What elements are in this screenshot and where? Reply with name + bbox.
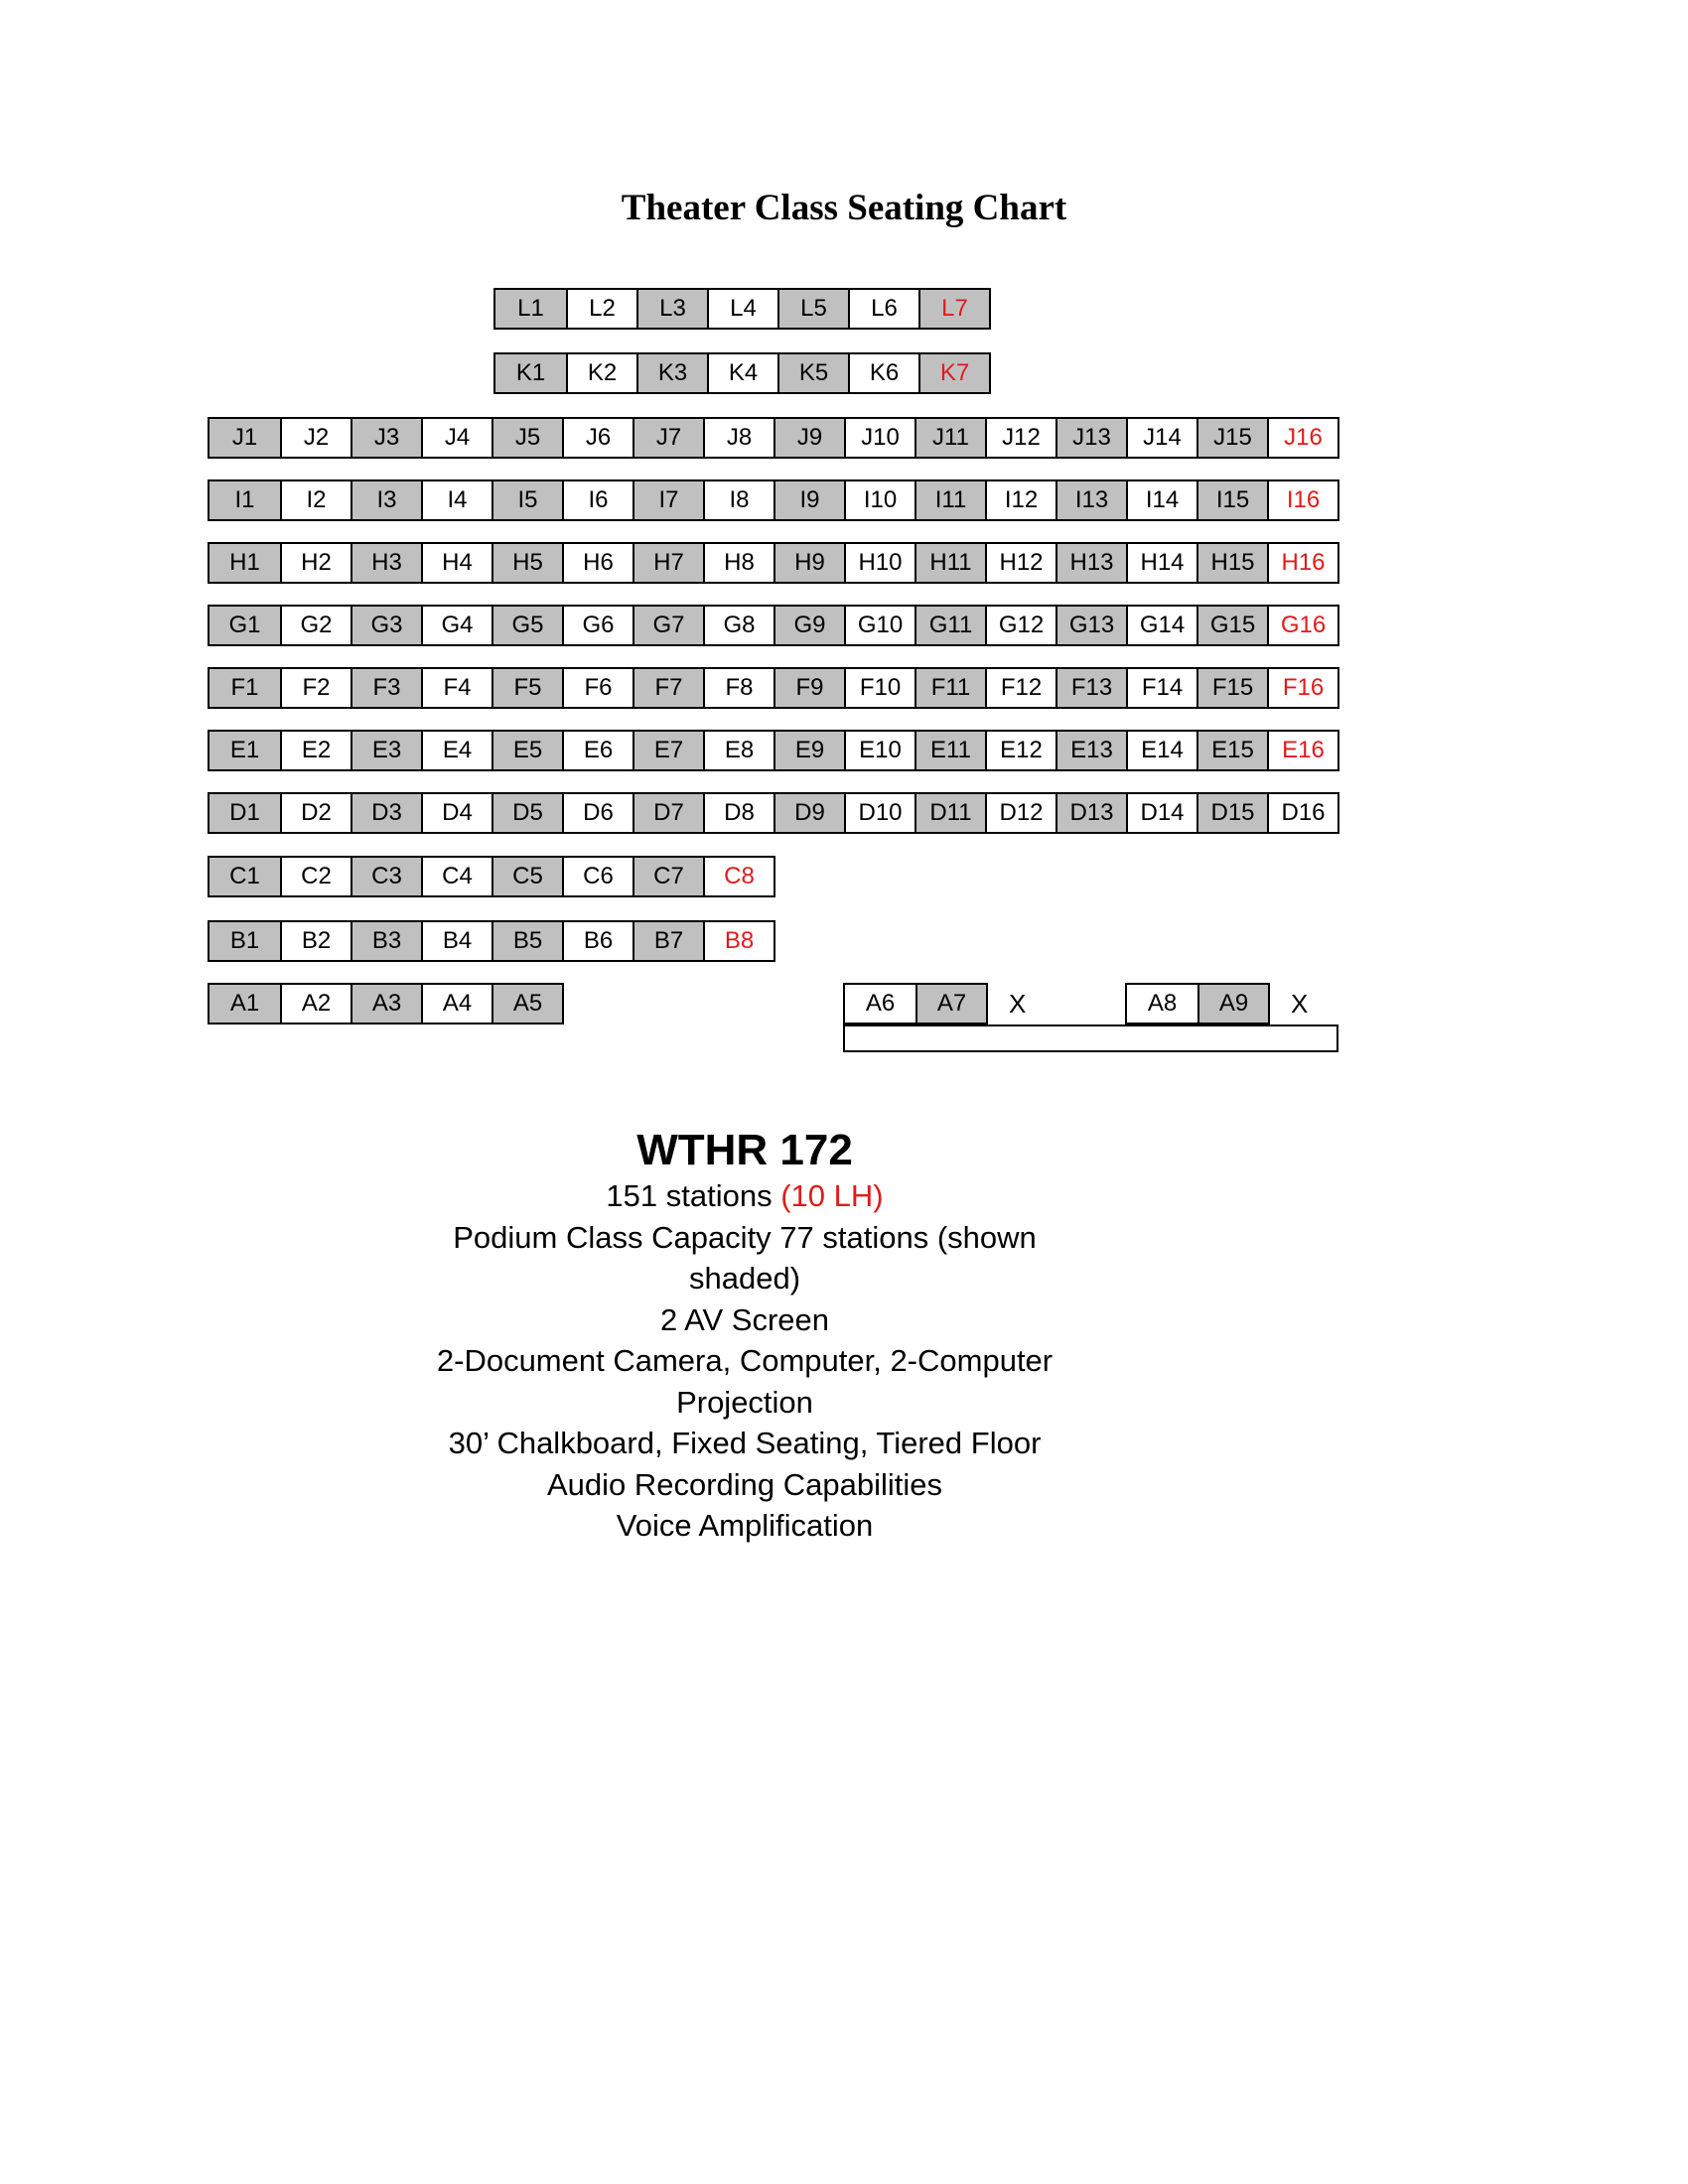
seat-g14: G14 xyxy=(1126,607,1196,644)
seat-row-f xyxy=(208,667,1339,709)
seat-d10: D10 xyxy=(844,794,914,832)
info-line-voice: Voice Amplification xyxy=(616,1508,874,1543)
seat-k5: K5 xyxy=(777,354,848,392)
seat-b7: B7 xyxy=(633,922,703,960)
seat-i3: I3 xyxy=(351,481,421,519)
seat-d1: D1 xyxy=(210,794,280,832)
seat-f6: F6 xyxy=(562,669,633,707)
seat-h2: H2 xyxy=(280,544,351,582)
seat-c3: C3 xyxy=(351,858,421,895)
seat-row-l xyxy=(493,288,991,330)
seat-k6: K6 xyxy=(848,354,918,392)
seat-j12: J12 xyxy=(985,419,1055,457)
left-handed-count: (10 LH) xyxy=(780,1178,884,1213)
seat-j16: J16 xyxy=(1267,419,1337,457)
seat-row-i xyxy=(208,479,1339,521)
seat-j9: J9 xyxy=(774,419,844,457)
seat-d14: D14 xyxy=(1126,794,1196,832)
seat-e14: E14 xyxy=(1126,732,1196,769)
seat-f7: F7 xyxy=(633,669,703,707)
seat-b3: B3 xyxy=(351,922,421,960)
seat-e13: E13 xyxy=(1055,732,1126,769)
seat-f8: F8 xyxy=(703,669,774,707)
seat-d15: D15 xyxy=(1196,794,1267,832)
seat-g15: G15 xyxy=(1196,607,1267,644)
seat-e12: E12 xyxy=(985,732,1055,769)
seat-i5: I5 xyxy=(492,481,562,519)
seat-a2: A2 xyxy=(280,985,351,1023)
seat-f1: F1 xyxy=(210,669,280,707)
seat-c2: C2 xyxy=(280,858,351,895)
seat-h12: H12 xyxy=(985,544,1055,582)
seat-row-h xyxy=(208,542,1339,584)
seat-row-k xyxy=(493,352,991,394)
seat-l7: L7 xyxy=(918,290,989,328)
seat-g4: G4 xyxy=(421,607,492,644)
seat-i11: I11 xyxy=(914,481,985,519)
station-count xyxy=(397,1175,1092,1217)
seat-e2: E2 xyxy=(280,732,351,769)
page-title: Theater Class Seating Chart xyxy=(621,188,1067,228)
seat-g1: G1 xyxy=(210,607,280,644)
seat-l3: L3 xyxy=(636,290,707,328)
seat-h16: H16 xyxy=(1267,544,1337,582)
seat-l4: L4 xyxy=(707,290,777,328)
seat-d6: D6 xyxy=(562,794,633,832)
seat-h6: H6 xyxy=(562,544,633,582)
seat-h10: H10 xyxy=(844,544,914,582)
seat-i2: I2 xyxy=(280,481,351,519)
seat-g9: G9 xyxy=(774,607,844,644)
seat-i7: I7 xyxy=(633,481,703,519)
x-mark: X xyxy=(1291,989,1309,1019)
station-count-text: 151 stations xyxy=(606,1178,773,1213)
seat-row-a-right-2 xyxy=(1125,983,1270,1024)
seat-l5: L5 xyxy=(777,290,848,328)
seat-row-d xyxy=(208,792,1339,834)
seat-j3: J3 xyxy=(351,419,421,457)
seat-a4: A4 xyxy=(421,985,492,1023)
seat-f3: F3 xyxy=(351,669,421,707)
seat-g8: G8 xyxy=(703,607,774,644)
seat-d12: D12 xyxy=(985,794,1055,832)
seat-row-a-left xyxy=(208,983,564,1024)
seat-i6: I6 xyxy=(562,481,633,519)
seat-i14: I14 xyxy=(1126,481,1196,519)
seat-j13: J13 xyxy=(1055,419,1126,457)
seat-j8: J8 xyxy=(703,419,774,457)
seat-i4: I4 xyxy=(421,481,492,519)
seat-h1: H1 xyxy=(210,544,280,582)
seat-i9: I9 xyxy=(774,481,844,519)
seat-k4: K4 xyxy=(707,354,777,392)
info-line-room-features: 30’ Chalkboard, Fixed Seating, Tiered Floor xyxy=(448,1426,1042,1460)
seat-g10: G10 xyxy=(844,607,914,644)
seat-c7: C7 xyxy=(633,858,703,895)
seat-d16: D16 xyxy=(1267,794,1337,832)
seat-h13: H13 xyxy=(1055,544,1126,582)
seat-e6: E6 xyxy=(562,732,633,769)
seat-f2: F2 xyxy=(280,669,351,707)
seat-j7: J7 xyxy=(633,419,703,457)
seat-k1: K1 xyxy=(495,354,566,392)
seat-f12: F12 xyxy=(985,669,1055,707)
seat-h14: H14 xyxy=(1126,544,1196,582)
seat-j6: J6 xyxy=(562,419,633,457)
seat-a5: A5 xyxy=(492,985,562,1023)
seat-e10: E10 xyxy=(844,732,914,769)
seat-e8: E8 xyxy=(703,732,774,769)
seat-h4: H4 xyxy=(421,544,492,582)
seat-l1: L1 xyxy=(495,290,566,328)
seat-d9: D9 xyxy=(774,794,844,832)
seat-j1: J1 xyxy=(210,419,280,457)
seat-f11: F11 xyxy=(914,669,985,707)
seat-k2: K2 xyxy=(566,354,636,392)
seat-f16: F16 xyxy=(1267,669,1337,707)
seat-b5: B5 xyxy=(492,922,562,960)
seat-j5: J5 xyxy=(492,419,562,457)
seat-g5: G5 xyxy=(492,607,562,644)
seat-a3: A3 xyxy=(351,985,421,1023)
front-table-bar xyxy=(843,1024,1338,1052)
seat-i16: I16 xyxy=(1267,481,1337,519)
info-line-av-screen: 2 AV Screen xyxy=(659,1301,830,1337)
seat-row-b xyxy=(208,920,775,962)
seat-d8: D8 xyxy=(703,794,774,832)
seat-i10: I10 xyxy=(844,481,914,519)
seat-c5: C5 xyxy=(492,858,562,895)
seat-e15: E15 xyxy=(1196,732,1267,769)
seat-a6: A6 xyxy=(865,990,896,1017)
seat-h3: H3 xyxy=(351,544,421,582)
seat-row-j xyxy=(208,417,1339,459)
seat-e11: E11 xyxy=(914,732,985,769)
seat-i12: I12 xyxy=(985,481,1055,519)
seat-i8: I8 xyxy=(703,481,774,519)
seat-e3: E3 xyxy=(351,732,421,769)
seat-f15: F15 xyxy=(1196,669,1267,707)
seat-row-g xyxy=(208,605,1339,646)
seat-h8: H8 xyxy=(703,544,774,582)
seat-b4: B4 xyxy=(421,922,492,960)
seat-row-e xyxy=(208,730,1339,771)
seat-d5: D5 xyxy=(492,794,562,832)
seat-l2: L2 xyxy=(566,290,636,328)
seat-row-c xyxy=(208,856,775,897)
seat-g16: G16 xyxy=(1267,607,1337,644)
seat-c4: C4 xyxy=(421,858,492,895)
info-line-equipment: 2-Document Camera, Computer, 2-Computer Projection xyxy=(436,1343,1054,1420)
seat-f5: F5 xyxy=(492,669,562,707)
seat-b2: B2 xyxy=(280,922,351,960)
seat-g6: G6 xyxy=(562,607,633,644)
seat-e9: E9 xyxy=(774,732,844,769)
seat-a9: A9 xyxy=(1197,985,1268,1023)
seat-e16: E16 xyxy=(1267,732,1337,769)
seat-i15: I15 xyxy=(1196,481,1267,519)
seat-b8: B8 xyxy=(703,922,774,960)
seat-c8: C8 xyxy=(703,858,774,895)
seat-e5: E5 xyxy=(492,732,562,769)
info-line-audio: Audio Recording Capabilities xyxy=(546,1466,943,1502)
seat-i1: I1 xyxy=(210,481,280,519)
seat-f9: F9 xyxy=(774,669,844,707)
seat-d4: D4 xyxy=(421,794,492,832)
seat-h7: H7 xyxy=(633,544,703,582)
seat-f14: F14 xyxy=(1126,669,1196,707)
seat-h15: H15 xyxy=(1196,544,1267,582)
x-mark: X xyxy=(1009,989,1027,1019)
seat-g13: G13 xyxy=(1055,607,1126,644)
seat-row-a-right-1 xyxy=(843,983,988,1024)
seat-j11: J11 xyxy=(914,419,985,457)
seat-d11: D11 xyxy=(914,794,985,832)
seat-c6: C6 xyxy=(562,858,633,895)
seat-g3: G3 xyxy=(351,607,421,644)
seat-c1: C1 xyxy=(210,858,280,895)
seat-e1: E1 xyxy=(210,732,280,769)
seat-j14: J14 xyxy=(1126,419,1196,457)
seat-k3: K3 xyxy=(636,354,707,392)
seat-j10: J10 xyxy=(844,419,914,457)
room-number: WTHR 172 xyxy=(636,1126,853,1174)
seat-h11: H11 xyxy=(914,544,985,582)
seat-g11: G11 xyxy=(914,607,985,644)
seat-f4: F4 xyxy=(421,669,492,707)
seat-g7: G7 xyxy=(633,607,703,644)
seat-b1: B1 xyxy=(210,922,280,960)
seat-i13: I13 xyxy=(1055,481,1126,519)
seat-j2: J2 xyxy=(280,419,351,457)
seat-a1: A1 xyxy=(210,985,280,1023)
seat-f13: F13 xyxy=(1055,669,1126,707)
seat-e4: E4 xyxy=(421,732,492,769)
seat-h9: H9 xyxy=(774,544,844,582)
seat-g2: G2 xyxy=(280,607,351,644)
seat-h5: H5 xyxy=(492,544,562,582)
seat-a7: A7 xyxy=(915,985,986,1023)
info-line-capacity: Podium Class Capacity 77 stations (shown shaded) xyxy=(453,1219,1037,1296)
seat-d7: D7 xyxy=(633,794,703,832)
seat-j15: J15 xyxy=(1196,419,1267,457)
seat-e7: E7 xyxy=(633,732,703,769)
seat-a8: A8 xyxy=(1147,990,1178,1017)
seat-l6: L6 xyxy=(848,290,918,328)
room-info xyxy=(397,1126,1092,1547)
seat-j4: J4 xyxy=(421,419,492,457)
seat-g12: G12 xyxy=(985,607,1055,644)
seat-f10: F10 xyxy=(844,669,914,707)
seat-d2: D2 xyxy=(280,794,351,832)
seat-k7: K7 xyxy=(918,354,989,392)
seat-b6: B6 xyxy=(562,922,633,960)
seat-d3: D3 xyxy=(351,794,421,832)
seat-d13: D13 xyxy=(1055,794,1126,832)
